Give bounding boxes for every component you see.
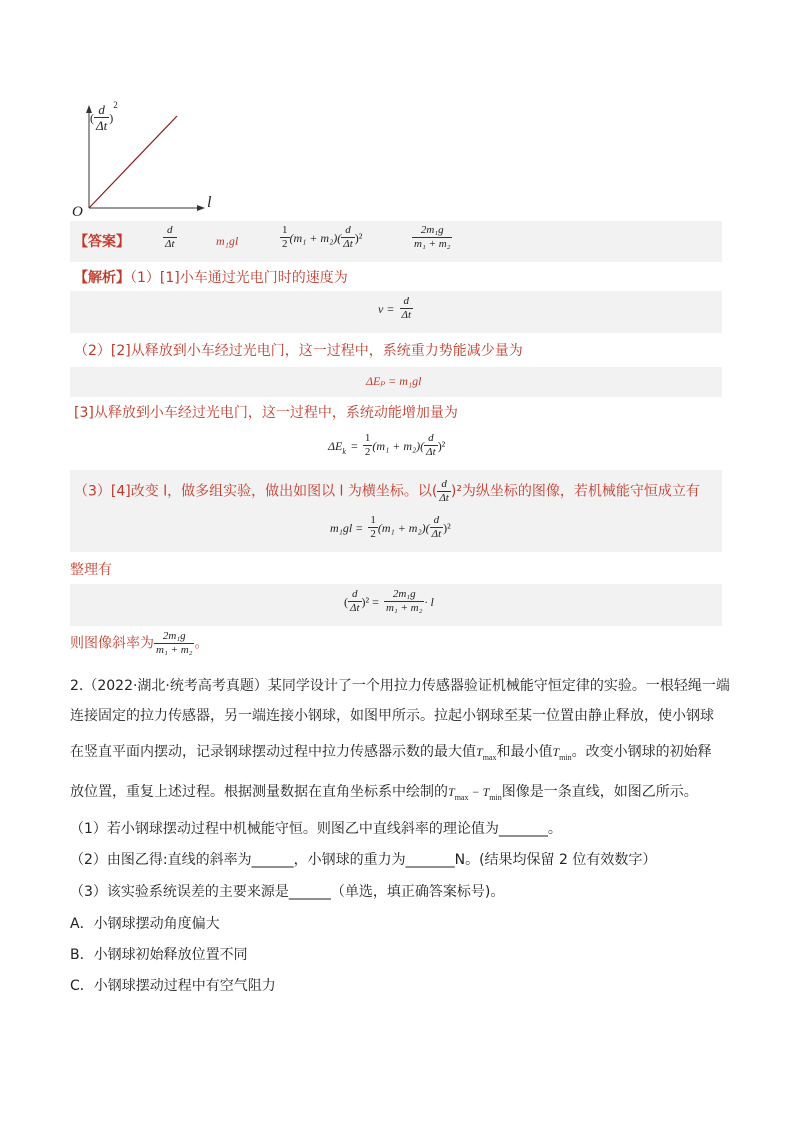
q2-line4: 放位置，重复上述过程。根据测量数据在直角坐标系中绘制的$T_{max} - T_{min}$图像是一条直线，如图乙所示。: [70, 784, 698, 802]
q2-line1: 2.（2022·湖北·统考高考真题）某同学设计了一个用拉力传感器验证机械能守恒定律的实验。一根轻绳一端: [70, 678, 730, 694]
option-a[interactable]: A．小钢球摆动角度偏大: [70, 916, 220, 932]
eq3: $\Delta E_k$ = $\frac{1}{2}$ (m₁ + m₂)( $\frac{d}{\Delta t}$ )²: [328, 432, 446, 458]
option-c[interactable]: C．小钢球摆动过程中有空气阻力: [70, 978, 276, 994]
q2-sub2: （2）由图乙得:直线的斜率为______，小钢球的重力为_______N。(结果均保留 2 位有效数字）: [70, 852, 657, 868]
answer-4: $\frac{\text{2m₁g}}{\text{m₁ + m₂}}$: [414, 224, 451, 250]
answer-3: $\frac{1}{2}$ (m₁ + m₂)( $\frac{d}{\Delta t}$ )²: [282, 224, 363, 250]
x-axis-arrow: [197, 205, 205, 211]
analysis-p1: 【解析】（1）[1]小车通过光电门时的速度为: [74, 270, 348, 286]
option-b[interactable]: B．小钢球初始释放位置不同: [70, 947, 248, 963]
y-axis-label: ( $\frac{d}{\Delta t}$ )$^2$: [90, 100, 118, 133]
q2-line3: 在竖直平面内摆动，记录钢球摆动过程中拉力传感器示数的最大值$T_{max}$和最小值$T_{min}$。改变小钢球的初始释: [70, 744, 712, 762]
eq4: m₁gl = $\frac{1}{2}$ (m₁ + m₂)( $\frac{d}{\Delta t}$ )²: [330, 514, 451, 540]
origin-label: O: [72, 204, 83, 220]
analysis-p4: （3）[4]改变 l，做多组实验，做出如图以 l 为横坐标。以( $\frac{d}{\Delta t}$ )²为纵坐标的图像，若机械能守恒成立有: [74, 478, 700, 504]
analysis-p5: 整理有: [70, 562, 112, 578]
analysis-p2: （2）[2]从释放到小车经过光电门，这一过程中，系统重力势能减少量为: [74, 343, 523, 359]
analysis-p6: 则图像斜率为 $\frac{\text{2m₁g}}{\text{m₁ + m₂}}$ 。: [70, 630, 209, 656]
q2-sub1: （1）若小钢球摆动过程中机械能守恒。则图乙中直线斜率的理论值为_______。: [70, 821, 562, 837]
x-axis-label: l: [207, 194, 212, 211]
eq5: ( $\frac{d}{\Delta t}$ )² = $\frac{\text{2m₁g}}{\text{m₁ + m₂}}$ · l: [344, 588, 434, 614]
answer-tag: 【答案】: [74, 234, 130, 250]
eq2: ΔEₚ = m₁gl: [366, 374, 422, 388]
eq1: v = $\frac{d}{\Delta t}$: [378, 295, 412, 321]
q2-sub3: （3）该实验系统误差的主要来源是______（单选，填正确答案标号)。: [70, 884, 505, 900]
answer-2: m₁gl: [216, 234, 239, 248]
analysis-p3: [3]从释放到小车经过光电门，这一过程中，系统动能增加量为: [74, 405, 458, 421]
q2-line2: 连接固定的拉力传感器，另一端连接小钢球，如图甲所示。拉起小钢球至某一位置由静止释放，使小钢球: [70, 708, 714, 724]
answer-1: $\frac{d}{\Delta t}$: [165, 224, 175, 250]
